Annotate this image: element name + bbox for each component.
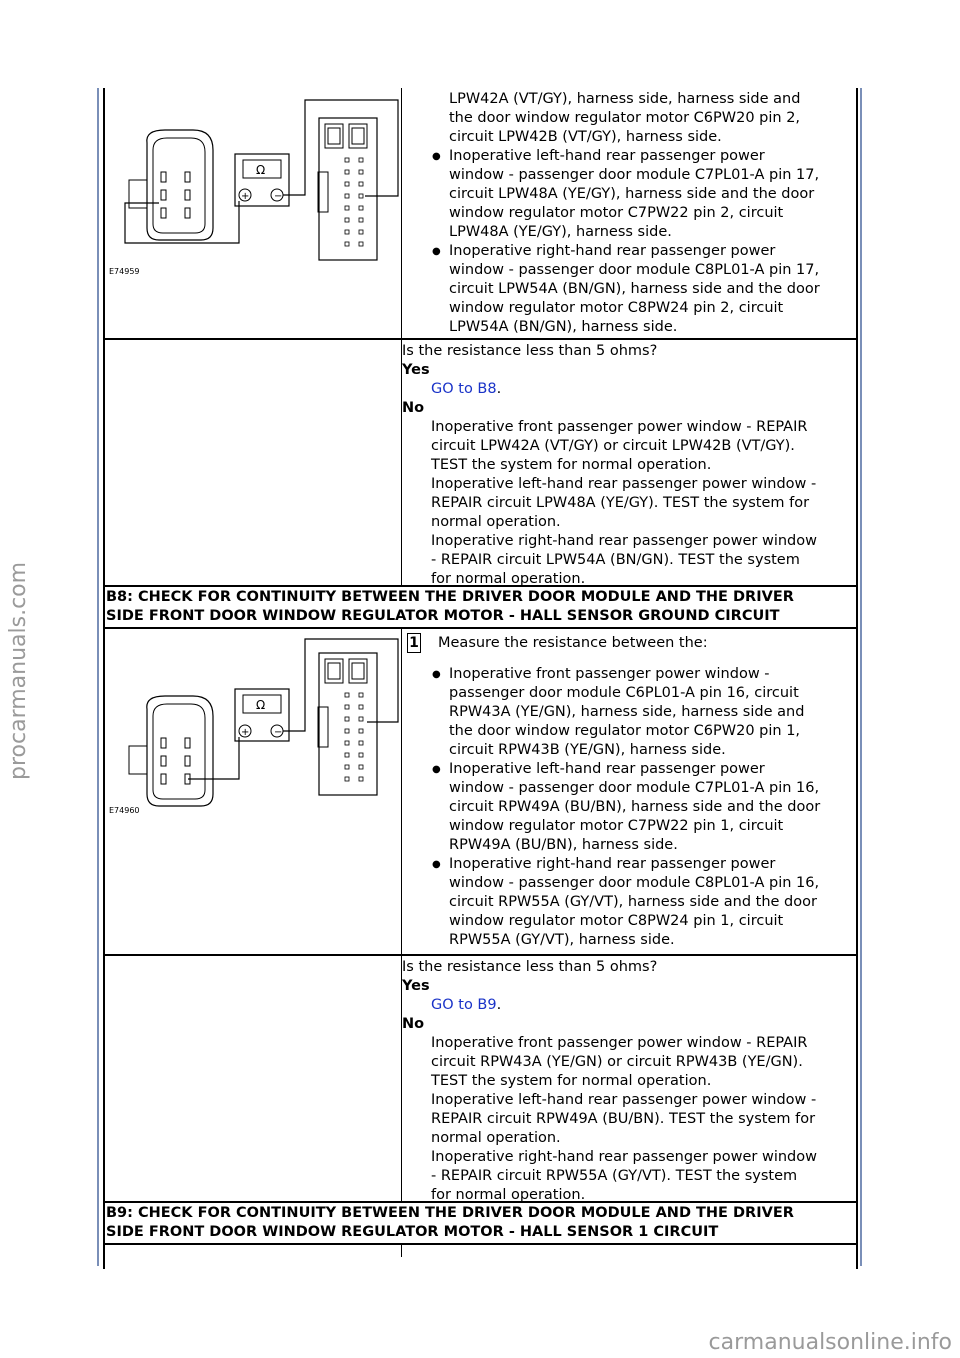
svg-text:+: + [241,727,250,738]
no-label: No [402,400,425,416]
bullet-item: ● Inoperative left-hand rear passenger power window - passenger door module C7PL01-A pin 17, circuit LPW48A (YE/GY), harness side and the door window regulator motor C7PW22 pin 2, circuit LPW48A (YE/GY), harness side. [402,147,856,242]
step-header-b9: B9: CHECK FOR CONTINUITY BETWEEN THE DRIVER DOOR MODULE AND THE DRIVER SIDE FRONT DOOR WINDOW REGULATOR MOTOR - HALL SENSOR 1 CIRCUIT [105,1203,856,1245]
svg-text:−: − [274,727,283,738]
connector-diagram [105,629,401,954]
result-cell-1: Is the resistance less than 5 ohms? Yes GO to B8. No Inoperative front passenger power window - REPAIR circuit LPW42A (VT/GY) or circuit LPW42B (VT/GY). TEST the system for normal operation. Inoperative left-hand rear passenger power window - REPAIR circuit LPW48A (YE/GY). TEST the system for normal operation. Inoperative right-hand rear passenger power window - REPAIR circuit LPW54A (BN/GN). TEST the system for normal operation. [402,340,856,585]
bullet-item: ● Inoperative right-hand rear passenger power window - passenger door module C8PL01-A pin 16, circuit RPW55A (GY/VT), harness side and the door window regulator motor C8PW24 pin 1, circuit RPW55A (GY/VT), harness side. [402,855,856,950]
bullet-item: ● Inoperative front passenger power window - passenger door module C6PL01-A pin 16, circuit RPW43A (YE/GN), harness side, harness side and the door window regulator motor C6PW20 pin 1, circuit RPW43B (YE/GN), harness side. [402,665,856,760]
no-label: No [402,1016,425,1032]
no-action: Inoperative front passenger power window - REPAIR circuit RPW43A (YE/GN) or circuit RPW43B (YE/GN). TEST the system for normal operation. Inoperative left-hand rear passenger power window - REPAIR circuit RPW49A (BU/BN). TEST the system for normal operation. Inoperative right-hand rear passenger power window - REPAIR circuit RPW55A (GY/VT). TEST the system for normal operation. [431,1035,817,1203]
svg-text:Ω: Ω [256,698,266,712]
step-1 [402,633,856,653]
result-row-1 [105,340,856,587]
figure-row-2 [105,629,856,956]
yes-label: Yes [402,362,430,378]
figure-label-1: E74959 [109,267,140,276]
page-frame-right [860,88,862,1266]
bullet-continuation: LPW42A (VT/GY), harness side, harness side and the door window regulator motor C6PW20 pin 2, circuit LPW42B (VT/GY), harness side. [449,91,801,145]
ohmmeter-icon [235,154,289,206]
go-to-b8-link[interactable]: GO to B8 [431,381,497,397]
bullet-item: ● Inoperative left-hand rear passenger power window - passenger door module C7PL01-A pin 16, circuit RPW49A (BU/BN), harness side and the door window regulator motor C7PW22 pin 1, circuit RPW49A (BU/BN), harness side. [402,760,856,855]
result-row-2 [105,956,856,1203]
step-header-b8: B8: CHECK FOR CONTINUITY BETWEEN THE DRIVER DOOR MODULE AND THE DRIVER SIDE FRONT DOOR WINDOW REGULATOR MOTOR - HALL SENSOR GROUND CIRCUIT [105,587,856,629]
result-cell-2: Is the resistance less than 5 ohms? Yes GO to B9. No Inoperative front passenger power window - REPAIR circuit RPW43A (YE/GN) or circuit RPW43B (YE/GN). TEST the system for normal operation. Inoperative left-hand rear passenger power window - REPAIR circuit RPW49A (BU/BN). TEST the system for normal operation. Inoperative right-hand rear passenger power window - REPAIR circuit RPW55A (GY/VT). TEST the system for normal operation. [402,956,856,1201]
no-action: Inoperative front passenger power window - REPAIR circuit LPW42A (VT/GY) or circuit LPW42B (VT/GY). TEST the system for normal operation. Inoperative left-hand rear passenger power window - REPAIR circuit LPW48A (YE/GY). TEST the system for normal operation. Inoperative right-hand rear passenger power window - REPAIR circuit LPW54A (BN/GN). TEST the system for normal operation. [431,419,817,587]
footer-watermark: carmanualsonline.info [708,1330,952,1355]
step-number-badge: 1 [407,633,421,653]
page-frame-left [97,88,99,1266]
procedure-table [103,88,858,1269]
side-watermark: procarmanuals.com [6,561,31,780]
step-text: Measure the resistance between the: [438,634,708,651]
instruction-cell-2 [402,629,856,954]
go-to-b9-link[interactable]: GO to B9 [431,997,497,1013]
figure-cell-2 [105,629,402,954]
figure-cell-1 [105,88,402,338]
question: Is the resistance less than 5 ohms? [402,959,658,975]
bullet-item: ● Inoperative right-hand rear passenger power window - passenger door module C8PL01-A pin 17, circuit LPW54A (BN/GN), harness side and the door window regulator motor C8PW24 pin 2, circuit LPW54A (BN/GN), harness side. [402,242,856,337]
connector-diagram [105,88,401,338]
ohmmeter-icon [235,689,289,741]
yes-label: Yes [402,978,430,994]
figure-label-2: E74960 [109,806,140,815]
question: Is the resistance less than 5 ohms? [402,343,658,359]
svg-text:−: − [274,191,283,202]
svg-text:+: + [241,191,250,202]
figure-row-1 [105,88,856,340]
instruction-cell-1 [402,88,856,338]
svg-text:Ω: Ω [256,163,266,177]
